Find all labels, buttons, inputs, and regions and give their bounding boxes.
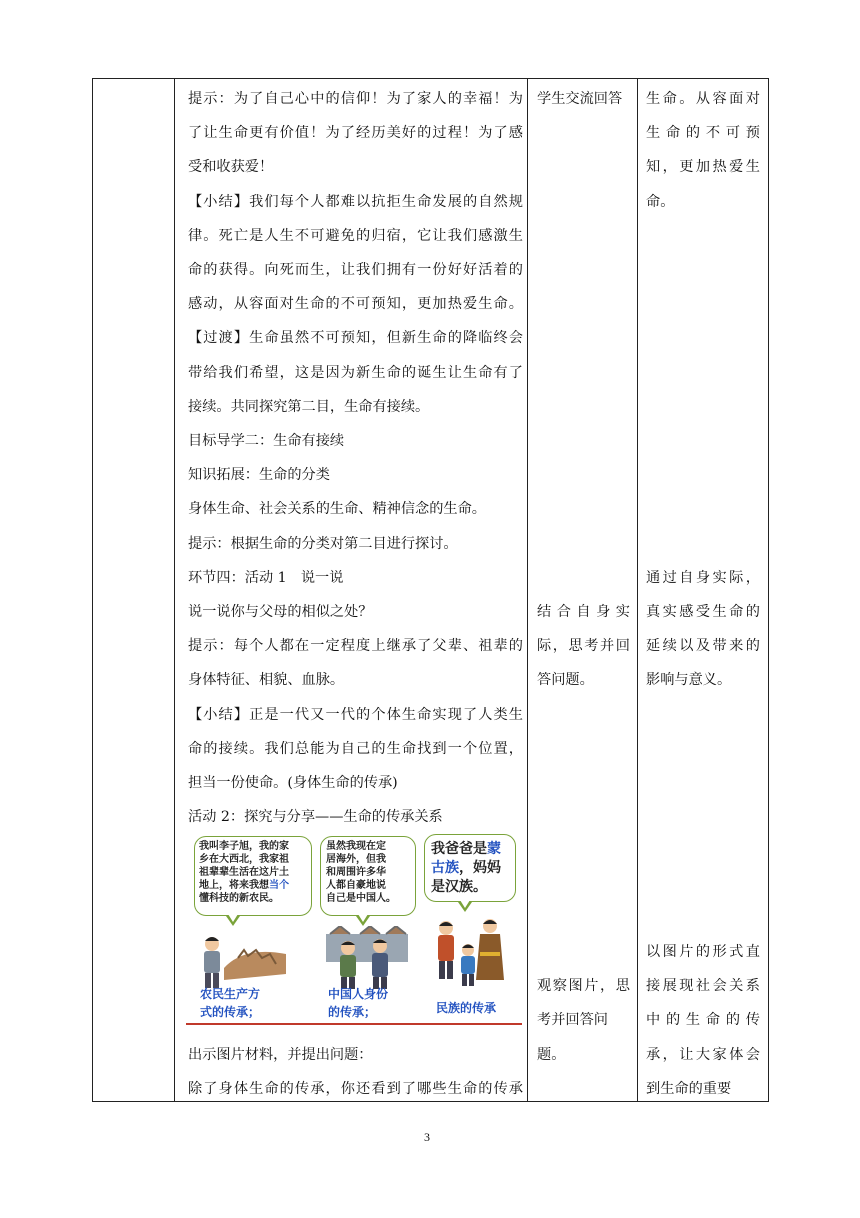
farmer-boy-picture [194, 928, 290, 990]
text-line: 中的生命的传 [646, 1012, 760, 1028]
text-line: 感动，从容面对生命的不可预知，更加热爱生命。 [188, 296, 523, 312]
text-line: 身体生命、社会关系的生命、精神信念的生命。 [188, 501, 486, 517]
speech-bubble-overseas: 虽然我现在定 居海外，但我 和周围许多华 人都自豪地说 自己是中国人。 [320, 836, 416, 916]
text-line: 知识拓展：生命的分类 [188, 467, 330, 483]
page-number: 3 [424, 1130, 430, 1144]
text-line: 考并回答问 [537, 1012, 608, 1028]
caption-ethnic: 民族的传承 [436, 1001, 497, 1015]
text-line: 接展现社会关系 [646, 978, 760, 994]
text-line: 目标导学二：生命有接续 [188, 433, 345, 449]
bubble-tail [356, 916, 370, 926]
text-line: 命。 [646, 194, 675, 210]
student-activity-cell [528, 79, 638, 1102]
text-line: 身体特征、相貌、血脉。 [188, 672, 345, 688]
text-line: 提示：根据生命的分类对第二目进行探讨。 [188, 536, 458, 552]
text-line: 活动 2：探究与分享——生命的传承关系 [188, 809, 443, 825]
caption-chinese-identity: 中国人身份 的传承； [328, 987, 389, 1019]
text-line: 学生交流回答 [537, 91, 623, 107]
text-line: 出示图片材料，并提出问题： [188, 1047, 373, 1063]
text-line: 通过自身实际， [646, 570, 760, 586]
text-line: 答问题。 [537, 672, 594, 688]
text-line: 影响与意义。 [646, 672, 732, 688]
speech-bubble-farmer: 我叫李子旭，我的家 乡在大西北，我家祖 祖辈辈生活在这片土 地上，将来我想当个 懂科技的新农民。 [194, 836, 312, 916]
red-underline [186, 1023, 522, 1025]
life-inheritance-illustration [186, 830, 522, 1026]
text-line: 题。 [537, 1047, 566, 1063]
text-line: 律。死亡是人生不可避免的归宿，它让我们感激生 [188, 228, 523, 244]
text-line: 承，让大家体会 [646, 1047, 760, 1063]
bubble-tail [458, 902, 472, 912]
text-line: 接续。共同探究第二目，生命有接续。 [188, 399, 430, 415]
blank-column-cell [93, 79, 175, 1102]
text-line: 到生命的重要 [646, 1081, 732, 1097]
bubble-tail [226, 916, 240, 926]
text-line: 环节四：活动 1 说一说 [188, 570, 344, 586]
text-line: 带给我们希望，这是因为新生命的诞生让生命有了 [188, 365, 523, 381]
text-line: 命的接续。我们总能为自己的生命找到一个位置， [188, 741, 523, 757]
text-line: 除了身体生命的传承，你还看到了哪些生命的传承 [188, 1081, 523, 1097]
text-line: 担当一份使命。(身体生命的传承) [188, 775, 398, 791]
text-line: 生命的不可预 [646, 125, 760, 141]
text-line: 【小结】我们每个人都难以抗拒生命发展的自然规 [188, 194, 523, 210]
text-line: 提示：每个人都在一定程度上继承了父辈、祖辈的 [188, 638, 523, 654]
caption-farmer: 农民生产方 式的传承； [200, 987, 261, 1019]
text-line: 结合自身实 [537, 604, 630, 620]
text-line: 提示：为了自己心中的信仰！为了家人的幸福！为 [188, 91, 523, 107]
text-line: 观察图片，思 [537, 978, 630, 994]
text-line: 【过渡】生命虽然不可预知，但新生命的降临终会 [188, 330, 523, 346]
text-line: 生命。从容面对 [646, 91, 760, 107]
text-line: 命的获得。向死而生，让我们拥有一份好好活着的 [188, 262, 523, 278]
text-line: 知，更加热爱生 [646, 159, 760, 175]
text-line: 了让生命更有价值！为了经历美好的过程！为了感 [188, 125, 523, 141]
ethnic-family-picture [430, 916, 510, 992]
text-line: 说一说你与父母的相似之处？ [188, 604, 373, 620]
text-line: 【小结】正是一代又一代的个体生命实现了人类生 [188, 707, 523, 723]
text-line: 以图片的形式直 [646, 944, 760, 960]
text-line: 真实感受生命的 [646, 604, 760, 620]
speech-bubble-ethnic: 我爸爸是蒙 古族，妈妈 是汉族。 [424, 834, 516, 902]
text-line: 际，思考并回 [537, 638, 630, 654]
text-line: 受和收获爱！ [188, 159, 274, 175]
text-line: 延续以及带来的 [646, 638, 760, 654]
chinese-abroad-picture [326, 926, 408, 990]
